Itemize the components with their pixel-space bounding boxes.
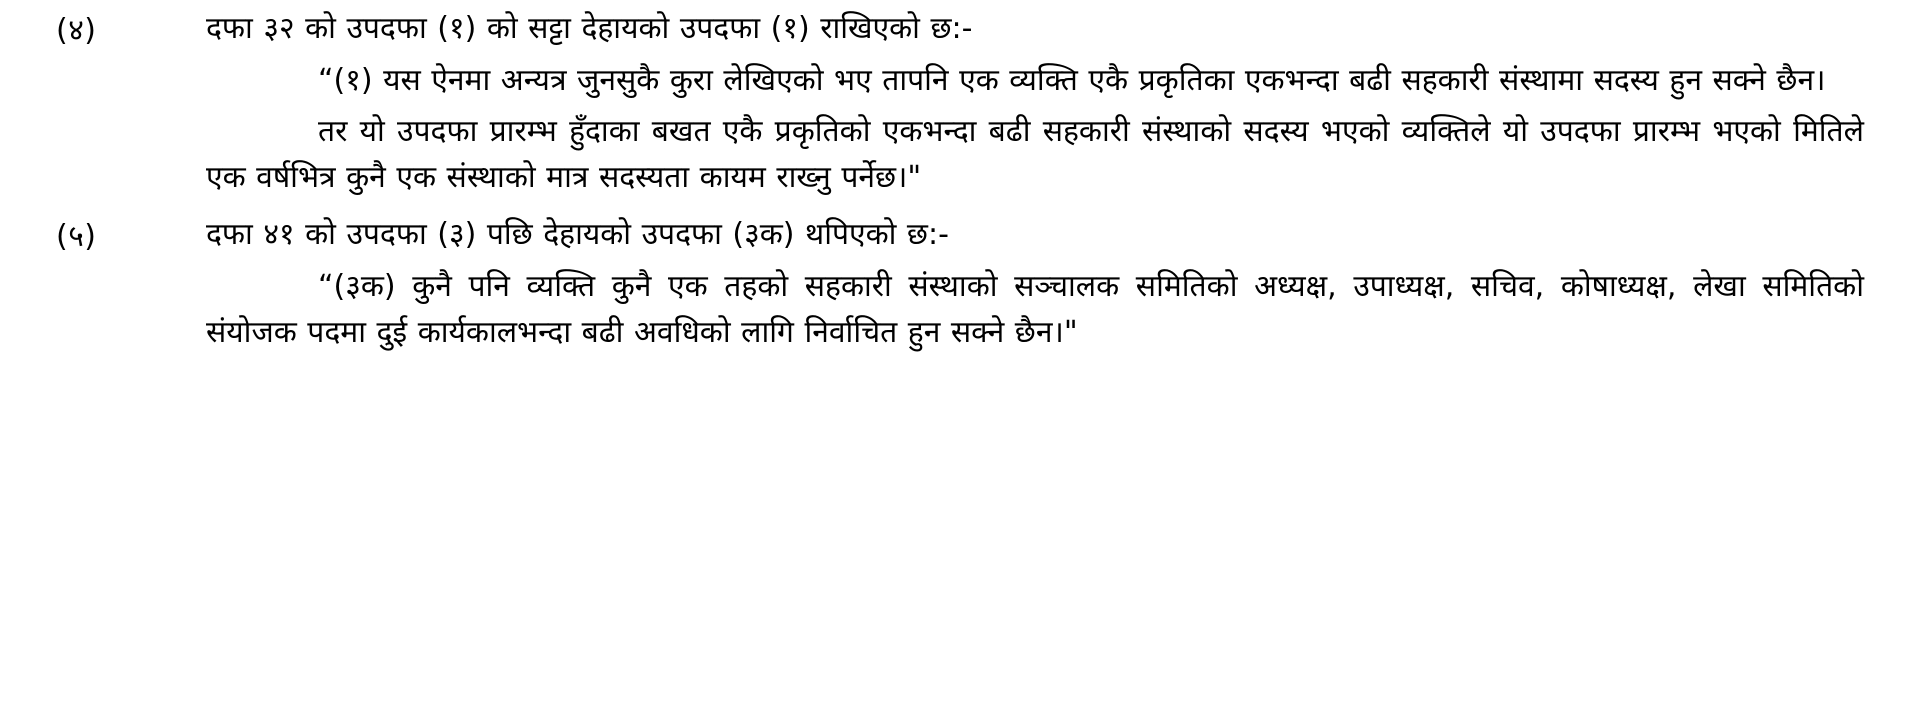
clause-5-lead-paragraph: दफा ४१ को उपदफा (३) पछि देहायको उपदफा (३क) थपिएको छ:- (206, 217, 949, 253)
clause-4-quoted-subsection-1: “(१) यस ऐनमा अन्यत्र जुनसुकै कुरा लेखिएको भए तापनि एक व्यक्ति एकै प्रकृतिका एकभन्दा बढी सहकारी संस्थामा सदस्य हुन सक्ने छैन। (318, 62, 1826, 98)
clause-5-number: (५) (56, 219, 97, 255)
clause-spacer (56, 200, 1864, 212)
clause-5 (56, 212, 1864, 355)
clause-4-body (206, 6, 1864, 200)
clause-5-quoted-subsection-3ka: “(३क) कुनै पनि व्यक्ति कुनै एक तहको सहकारी संस्थाको सञ्चालक समितिको अध्यक्ष, उपाध्यक्ष, सचिव, कोषाध्यक्ष, लेखा समितिको संयोजक पदमा दुई कार्यकालभन्दा बढी अवधिको लागि निर्वाचित हुन सक्ने छैन।" (206, 268, 1864, 350)
clause-4-proviso: तर यो उपदफा प्रारम्भ हुँदाका बखत एकै प्रकृतिको एकभन्दा बढी सहकारी संस्थाको सदस्य भएको व्यक्तिले यो उपदफा प्रारम्भ भएको मितिले एक वर्षभित्र कुनै एक संस्थाको मात्र सदस्यता कायम राख्नु पर्नेछ।" (206, 114, 1864, 195)
clause-5-body (206, 212, 1864, 355)
clause-4 (56, 6, 1864, 200)
clause-4-lead-paragraph: दफा ३२ को उपदफा (१) को सट्टा देहायको उपदफा (१) राखिएको छ:- (206, 11, 973, 46)
clause-4-number: (४) (56, 13, 97, 48)
